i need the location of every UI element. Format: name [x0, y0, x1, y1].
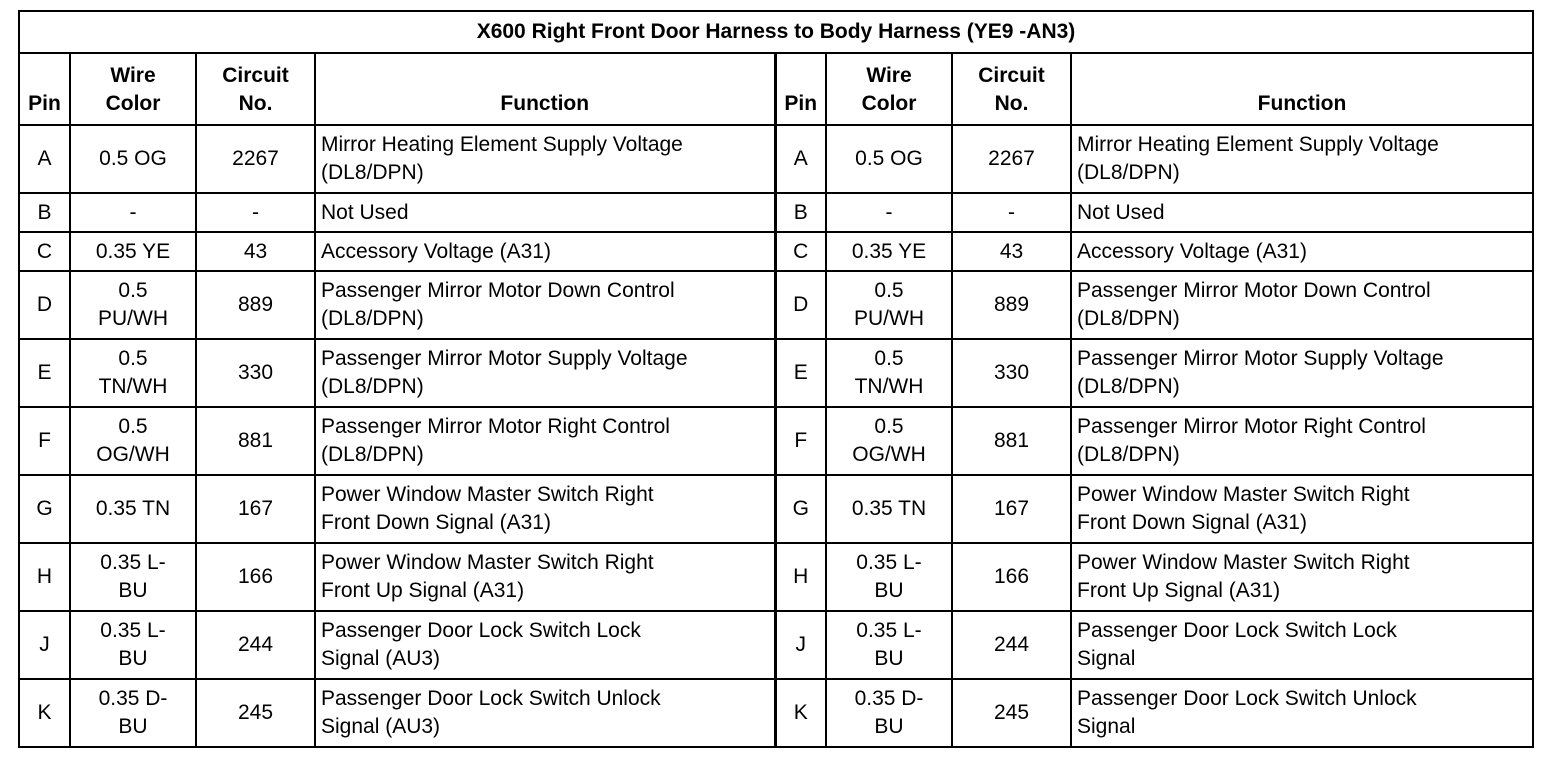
header-row: [19, 53, 1533, 125]
cell-line: 0.5: [874, 415, 904, 438]
circuit-no-cell: 889: [952, 271, 1071, 339]
wire-color-cell: [70, 407, 196, 475]
cell-line: TN/WH: [98, 375, 168, 398]
function-cell: [315, 271, 775, 339]
circuit-no-cell: 43: [196, 232, 315, 271]
cell-line: 0.35 TN: [851, 497, 927, 520]
cell-line: 0.35 L-: [856, 619, 922, 642]
pin-cell: G: [775, 475, 826, 543]
cell-line: (DL8/DPN): [321, 375, 424, 398]
table-row: [19, 193, 1533, 232]
pin-cell: C: [19, 232, 70, 271]
header-function: Function: [315, 53, 775, 125]
table-row: [19, 339, 1533, 407]
function-cell: [1071, 475, 1533, 543]
header-pin: Pin: [775, 53, 826, 125]
cell-line: 0.5 OG: [855, 147, 923, 170]
cell-line: Power Window Master Switch Right: [321, 483, 654, 506]
function-cell: [315, 193, 775, 232]
function-cell: [315, 679, 775, 747]
function-cell: [1071, 339, 1533, 407]
pin-cell: E: [775, 339, 826, 407]
cell-line: 0.35 L-: [856, 551, 922, 574]
cell-line: 0.35 TN: [95, 497, 171, 520]
cell-line: Front Down Signal (A31): [1077, 511, 1307, 534]
cell-line: Signal (AU3): [321, 647, 441, 670]
table-title: X600 Right Front Door Harness to Body Harness (YE9 -AN3): [19, 11, 1533, 53]
header-circuit-no: Circuit No.: [196, 53, 315, 125]
cell-line: BU: [118, 715, 148, 738]
wire-color-cell: [826, 611, 952, 679]
cell-line: Passenger Mirror Motor Supply Voltage: [321, 347, 688, 370]
connector-table-container: [18, 10, 1532, 748]
cell-line: BU: [874, 715, 904, 738]
cell-line: 0.5: [874, 279, 904, 302]
cell-line: Mirror Heating Element Supply Voltage: [1077, 133, 1439, 156]
pin-cell: H: [19, 543, 70, 611]
cell-line: BU: [118, 579, 148, 602]
wire-color-cell: [826, 232, 952, 271]
pin-cell: H: [775, 543, 826, 611]
circuit-no-cell: 166: [952, 543, 1071, 611]
pin-cell: K: [19, 679, 70, 747]
cell-line: 0.5: [874, 347, 904, 370]
circuit-no-cell: 167: [196, 475, 315, 543]
cell-line: Accessory Voltage (A31): [321, 239, 551, 263]
wire-color-cell: [70, 339, 196, 407]
cell-line: Power Window Master Switch Right: [1077, 483, 1410, 506]
wire-color-cell: [826, 339, 952, 407]
cell-line: Not Used: [1077, 200, 1165, 224]
circuit-no-cell: 166: [196, 543, 315, 611]
cell-line: Front Up Signal (A31): [1077, 579, 1281, 602]
function-cell: [1071, 611, 1533, 679]
cell-line: 0.5: [118, 415, 148, 438]
pin-cell: J: [19, 611, 70, 679]
circuit-no-cell: 244: [196, 611, 315, 679]
wire-color-cell: [70, 611, 196, 679]
wire-color-cell: [826, 271, 952, 339]
function-cell: [315, 232, 775, 271]
function-cell: [315, 407, 775, 475]
cell-line: (DL8/DPN): [321, 161, 424, 184]
pin-cell: J: [775, 611, 826, 679]
wire-color-cell: [826, 193, 952, 232]
cell-line: Power Window Master Switch Right: [321, 551, 654, 574]
cell-line: Accessory Voltage (A31): [1077, 239, 1307, 263]
circuit-no-cell: 881: [952, 407, 1071, 475]
wire-color-cell: [826, 679, 952, 747]
function-cell: [315, 475, 775, 543]
circuit-no-cell: -: [196, 193, 315, 232]
cell-line: Passenger Door Lock Switch Unlock: [1077, 687, 1417, 710]
cell-line: 0.35 YE: [95, 239, 171, 263]
circuit-no-cell: 2267: [952, 125, 1071, 193]
cell-line: Passenger Mirror Motor Right Control: [1077, 415, 1426, 438]
wire-color-cell: [70, 125, 196, 193]
table-row: [19, 407, 1533, 475]
wire-color-cell: [70, 232, 196, 271]
cell-line: Signal: [1077, 715, 1136, 738]
cell-line: BU: [874, 579, 904, 602]
cell-line: (DL8/DPN): [321, 307, 424, 330]
cell-line: Passenger Door Lock Switch Unlock: [321, 687, 661, 710]
cell-line: 0.35 D-: [98, 687, 168, 710]
function-cell: [1071, 679, 1533, 747]
circuit-no-cell: 2267: [196, 125, 315, 193]
cell-line: 0.35 YE: [851, 239, 927, 263]
table-row: [19, 543, 1533, 611]
pin-cell: D: [775, 271, 826, 339]
cell-line: Not Used: [321, 200, 409, 224]
cell-line: -: [129, 200, 137, 224]
cell-line: Signal (AU3): [321, 715, 441, 738]
circuit-no-cell: 245: [196, 679, 315, 747]
header-wire-color: Wire Color: [70, 53, 196, 125]
function-cell: [315, 611, 775, 679]
cell-line: Passenger Mirror Motor Right Control: [321, 415, 670, 438]
cell-line: Passenger Mirror Motor Down Control: [1077, 279, 1431, 302]
header-function: Function: [1071, 53, 1533, 125]
circuit-no-cell: -: [952, 193, 1071, 232]
pin-cell: K: [775, 679, 826, 747]
wire-color-cell: [70, 271, 196, 339]
header-circuit-no: Circuit No.: [952, 53, 1071, 125]
function-cell: [1071, 407, 1533, 475]
circuit-no-cell: 889: [196, 271, 315, 339]
wire-color-cell: [70, 475, 196, 543]
cell-line: Power Window Master Switch Right: [1077, 551, 1410, 574]
function-cell: [315, 125, 775, 193]
function-cell: [315, 543, 775, 611]
wire-color-cell: [826, 125, 952, 193]
wire-color-cell: [826, 475, 952, 543]
cell-line: (DL8/DPN): [1077, 307, 1180, 330]
function-cell: [315, 339, 775, 407]
circuit-no-cell: 330: [952, 339, 1071, 407]
wire-color-cell: [70, 543, 196, 611]
cell-line: Passenger Door Lock Switch Lock: [321, 619, 641, 642]
cell-line: BU: [874, 647, 904, 670]
circuit-no-cell: 330: [196, 339, 315, 407]
table-row: [19, 611, 1533, 679]
cell-line: (DL8/DPN): [1077, 375, 1180, 398]
header-wire-color: Wire Color: [826, 53, 952, 125]
cell-line: Passenger Door Lock Switch Lock: [1077, 619, 1397, 642]
function-cell: [1071, 271, 1533, 339]
pin-cell: G: [19, 475, 70, 543]
cell-line: 0.5: [118, 347, 148, 370]
function-cell: [1071, 232, 1533, 271]
function-cell: [1071, 193, 1533, 232]
cell-line: (DL8/DPN): [1077, 161, 1180, 184]
wire-color-cell: [826, 543, 952, 611]
table-row: [19, 271, 1533, 339]
table-row: [19, 679, 1533, 747]
circuit-no-cell: 167: [952, 475, 1071, 543]
header-pin: Pin: [19, 53, 70, 125]
wire-color-cell: [70, 193, 196, 232]
wire-color-cell: [826, 407, 952, 475]
cell-line: Front Down Signal (A31): [321, 511, 551, 534]
cell-line: PU/WH: [98, 307, 168, 330]
pin-cell: C: [775, 232, 826, 271]
table-row: [19, 475, 1533, 543]
wire-color-cell: [70, 679, 196, 747]
table-row: [19, 125, 1533, 193]
pin-cell: E: [19, 339, 70, 407]
cell-line: Mirror Heating Element Supply Voltage: [321, 133, 683, 156]
pin-cell: F: [19, 407, 70, 475]
function-cell: [1071, 543, 1533, 611]
table-row: [19, 232, 1533, 271]
circuit-no-cell: 244: [952, 611, 1071, 679]
circuit-no-cell: 881: [196, 407, 315, 475]
connector-pinout-table: [18, 10, 1534, 748]
cell-line: PU/WH: [854, 307, 924, 330]
pin-cell: B: [775, 193, 826, 232]
cell-line: Passenger Mirror Motor Supply Voltage: [1077, 347, 1444, 370]
cell-line: -: [885, 200, 893, 224]
pin-cell: A: [775, 125, 826, 193]
cell-line: Passenger Mirror Motor Down Control: [321, 279, 675, 302]
cell-line: Front Up Signal (A31): [321, 579, 525, 602]
cell-line: Signal: [1077, 647, 1136, 670]
pin-cell: B: [19, 193, 70, 232]
cell-line: BU: [118, 647, 148, 670]
cell-line: 0.5: [118, 279, 148, 302]
cell-line: TN/WH: [854, 375, 924, 398]
circuit-no-cell: 43: [952, 232, 1071, 271]
circuit-no-cell: 245: [952, 679, 1071, 747]
cell-line: OG/WH: [96, 443, 170, 466]
function-cell: [1071, 125, 1533, 193]
cell-line: OG/WH: [852, 443, 926, 466]
cell-line: (DL8/DPN): [321, 443, 424, 466]
cell-line: 0.35 L-: [100, 551, 166, 574]
cell-line: 0.5 OG: [99, 147, 167, 170]
pin-cell: F: [775, 407, 826, 475]
cell-line: 0.35 L-: [100, 619, 166, 642]
pin-cell: A: [19, 125, 70, 193]
cell-line: (DL8/DPN): [1077, 443, 1180, 466]
cell-line: 0.35 D-: [854, 687, 924, 710]
pin-cell: D: [19, 271, 70, 339]
